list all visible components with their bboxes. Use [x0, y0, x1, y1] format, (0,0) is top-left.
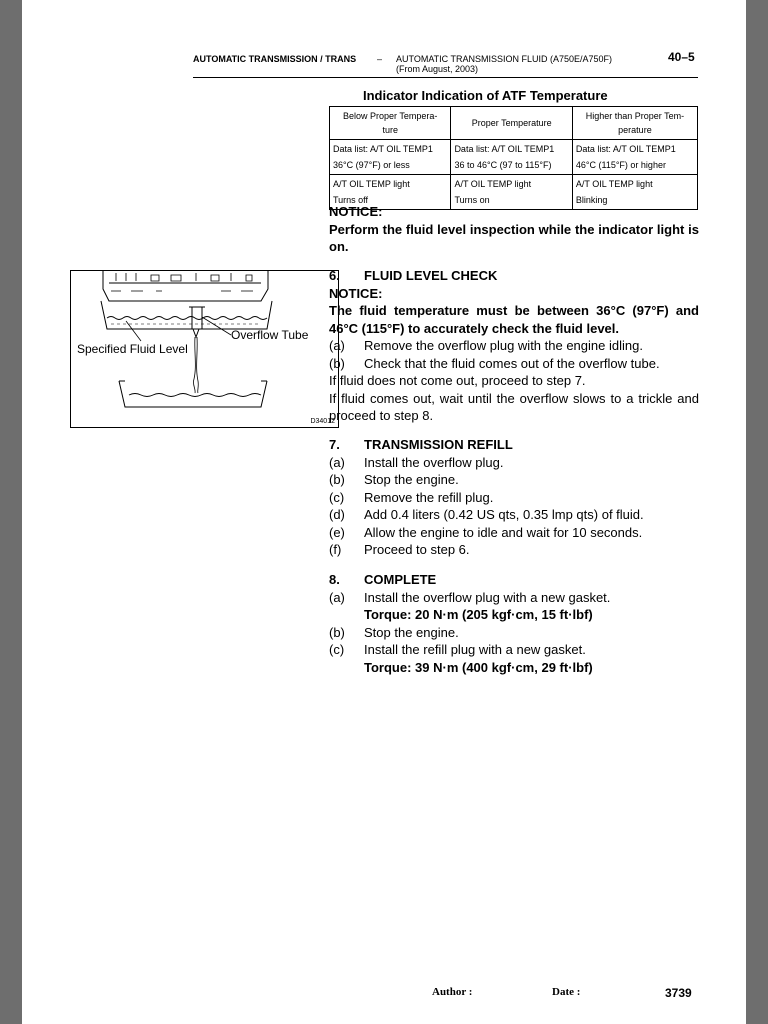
header-section: AUTOMATIC TRANSMISSION / TRANS: [193, 54, 357, 64]
label-overflow-tube: Overflow Tube: [231, 328, 309, 342]
footer-page-number: 3739: [665, 986, 692, 1000]
cell-line: A/T OIL TEMP light: [575, 179, 653, 189]
fluid-level-diagram: [70, 270, 339, 428]
table-header-cell: Higher than Proper Tem-perature: [572, 107, 697, 140]
item-text: Allow the engine to idle and wait for 10 seconds.: [364, 524, 643, 540]
step-title: FLUID LEVEL CHECK: [364, 268, 498, 283]
cell-line: Turns off: [333, 195, 369, 205]
paragraph: If fluid comes out, wait until the overflow slows to a trickle and proceed to step 8.: [329, 390, 699, 423]
item-text: Install the overflow plug.: [364, 454, 504, 470]
torque-spec: [329, 659, 699, 677]
table-title: Indicator Indication of ATF Temperature: [363, 88, 608, 103]
list-item: [329, 454, 699, 472]
step-number: 8.: [329, 572, 340, 587]
torque-text: Torque: 20 N·m (205 kgf·cm, 15 ft·lbf): [364, 607, 593, 622]
cell-line: Blinking: [575, 195, 608, 205]
notice-label: NOTICE:: [329, 285, 383, 301]
table-cell: [451, 140, 572, 175]
table-header-cell: Below Proper Tempera-ture: [330, 107, 451, 140]
item-text: Install the refill plug with a new gasket.: [364, 642, 586, 657]
list-item: [329, 541, 699, 559]
list-item: [329, 355, 699, 373]
list-item: [329, 337, 699, 355]
step-number: 6.: [329, 268, 340, 283]
step-6-section: [329, 267, 699, 425]
step-8-section: [329, 571, 699, 676]
item-label: (d): [329, 507, 345, 522]
torque-spec: [329, 606, 699, 624]
notice-block: [329, 203, 699, 256]
table-row: [330, 140, 698, 175]
item-text: Stop the engine.: [364, 624, 459, 640]
table-header-cell: Proper Temperature: [451, 107, 572, 140]
step-number: 7.: [329, 437, 340, 452]
cell-line: Data list: A/T OIL TEMP1: [454, 144, 555, 154]
step-8-heading: [329, 571, 699, 589]
cell-line: A/T OIL TEMP light: [454, 179, 532, 189]
list-item: [329, 641, 699, 659]
item-text: Install the overflow plug with a new gasket.: [364, 589, 611, 605]
item-label: (f): [329, 542, 342, 557]
step-6-heading: [329, 267, 699, 285]
item-text: Remove the refill plug.: [364, 489, 494, 505]
cell-line: A/T OIL TEMP light: [333, 179, 410, 189]
footer-author: Author :: [432, 986, 473, 998]
step-title: TRANSMISSION REFILL: [364, 437, 513, 452]
cell-line: 36 to 46°C (97 to 115°F): [454, 160, 552, 170]
cell-line: Data list: A/T OIL TEMP1: [333, 144, 433, 154]
list-item: [329, 506, 699, 524]
item-text: Check that the fluid comes out of the overflow tube.: [364, 355, 660, 371]
header-title-line2: (From August, 2003): [396, 64, 479, 74]
step-7-section: [329, 436, 699, 559]
header-rule: [193, 77, 698, 78]
item-text: Remove the overflow plug with the engine idling.: [364, 338, 643, 353]
atf-temperature-table: [329, 106, 698, 210]
list-item: [329, 589, 699, 607]
notice-text: Perform the fluid level inspection while the indicator light is on.: [329, 221, 699, 254]
header-page-number: 40–5: [668, 50, 695, 64]
item-label: (b): [329, 355, 345, 371]
cell-line: 46°C (115°F) or higher: [575, 160, 666, 170]
item-label: (a): [329, 589, 345, 605]
table-cell: [330, 140, 451, 175]
table-cell: [572, 140, 697, 175]
step-title: COMPLETE: [364, 572, 437, 587]
manual-page: [22, 0, 746, 1024]
item-label: (a): [329, 454, 345, 470]
header-dash: –: [377, 54, 383, 64]
table-header-row: [330, 107, 698, 140]
item-label: (a): [329, 338, 345, 353]
item-label: (b): [329, 624, 345, 640]
torque-text: Torque: 39 N·m (400 kgf·cm, 29 ft·lbf): [364, 659, 593, 675]
item-label: (e): [329, 524, 345, 540]
paragraph: If fluid does not come out, proceed to step 7.: [329, 373, 586, 388]
notice-label: NOTICE:: [329, 204, 383, 219]
item-label: (c): [329, 489, 345, 505]
item-text: Stop the engine.: [364, 472, 459, 487]
step-7-heading: [329, 436, 699, 454]
cell-line: Data list: A/T OIL TEMP1: [575, 144, 676, 154]
list-item: [329, 624, 699, 642]
cell-line: 36°C (97°F) or less: [333, 160, 410, 170]
list-item: [329, 524, 699, 542]
item-label: (c): [329, 642, 345, 657]
list-item: [329, 471, 699, 489]
cell-line: Turns on: [454, 195, 490, 205]
header-title-line1: AUTOMATIC TRANSMISSION FLUID (A750E/A750F): [396, 54, 613, 64]
notice-text: The fluid temperature must be between 36°C (97°F) and 46°C (115°F) to accurately check the fluid level.: [329, 303, 699, 336]
label-specified-fluid-level: Specified Fluid Level: [77, 342, 188, 356]
item-text: Proceed to step 6.: [364, 542, 470, 557]
item-label: (b): [329, 472, 345, 487]
item-text: Add 0.4 liters (0.42 US qts, 0.35 lmp qts) of fluid.: [364, 507, 644, 522]
footer-date: Date :: [552, 986, 581, 998]
figure-code: D34012: [310, 418, 335, 425]
list-item: [329, 489, 699, 507]
header-title: [396, 54, 612, 74]
